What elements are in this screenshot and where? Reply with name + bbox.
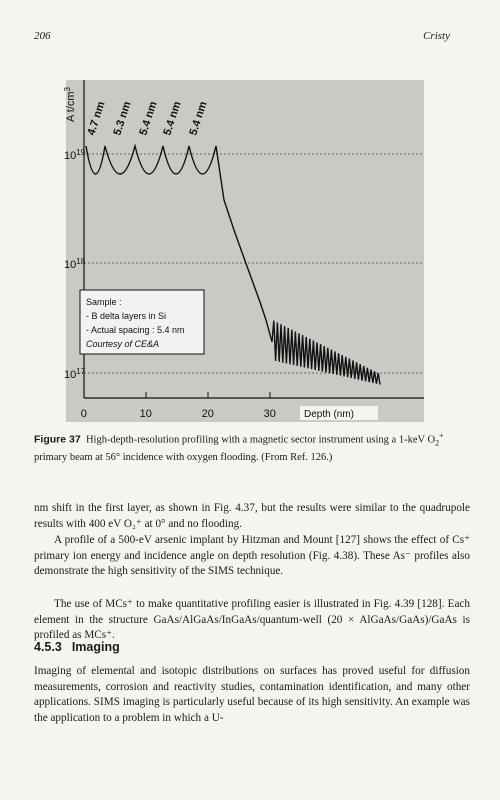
spacing-label-4: 5.4 nm: [187, 100, 210, 137]
caption-label: Figure 37: [34, 433, 81, 446]
paragraph-continuation: nm shift in the first layer, as shown in Fig. 4.37, but the results were similar to the quadrupole results with 400 eV O₂⁺ at 0° and no flooding.: [34, 502, 470, 530]
y-tick-label-1: $10^{18}$: [64, 257, 86, 271]
legend-line-1: - B delta layers in Si: [86, 311, 167, 321]
paragraph-arsenic-profile: A profile of a 500-eV arsenic implant by Hitzman and Mount [127] shows the effect of Cs⁺ primary ion energy and incidence angle on depth resolution (Fig. 4.38). These As⁻ profiles also demonstrate the high sensitivity of the SIMS technique.: [34, 534, 470, 578]
section-title: Imaging: [71, 640, 120, 654]
spacing-label-0: 4.7 nm: [85, 100, 108, 137]
depth-profile-chart: [63, 80, 424, 422]
paragraph-imaging: Imaging of elemental and isotopic distributions on surfaces has proved useful for diffusion measurements, corrosion and reactivity studies, contamination identification, and many other applications. SIMS imaging is particularly useful because of its high sensitivity. An example was the application to a problem in which a U-: [34, 665, 470, 724]
section-number: 4.5.3: [34, 640, 62, 654]
paragraph-mcs-quantitative: The use of MCs⁺ to make quantitative profiling easier is illustrated in Fig. 4.39 [128]. Each element in the structure GaAs/AlGaAs/InGaAs/quantum-well (20 × AlGaAs/GaAs)/GaAs is profiled as MCs⁺.: [34, 598, 470, 642]
spacing-label-3: 5.4 nm: [161, 100, 184, 137]
legend-line-2: - Actual spacing : 5.4 nm: [86, 325, 185, 335]
x-tick-label-0: 0: [80, 408, 87, 420]
legend-courtesy: Courtesy of CE&A: [86, 339, 160, 349]
y-tick-label-2: $10^{17}$: [64, 367, 86, 381]
caption-text-a: High-depth-resolution profiling with a magnetic sector instrument using a 1-keV O: [85, 434, 436, 446]
caption-text-d: primary beam at 56° incidence with oxygen flooding. (From Ref. 126.): [34, 451, 333, 463]
figure-37: [63, 80, 424, 422]
spacing-label-1: 5.3 nm: [111, 100, 134, 137]
spacing-label-2: 5.4 nm: [137, 100, 160, 137]
caption-sub: 2: [435, 438, 440, 448]
y-axis-unit: A $t/cm^3$: [63, 86, 77, 122]
page-number: 206: [34, 30, 51, 42]
x-axis-label: Depth (nm): [304, 409, 355, 420]
y-tick-label-0: $10^{19}$: [64, 148, 86, 162]
caption-sup: +: [439, 431, 444, 440]
running-title: Cristy: [423, 30, 450, 42]
x-tick-label-1: 10: [139, 408, 152, 420]
legend-title: Sample :: [86, 297, 122, 307]
x-tick-label-2: 20: [201, 408, 214, 420]
section-heading-imaging: [34, 640, 120, 654]
figure-caption: [34, 429, 470, 465]
x-tick-label-3: 30: [263, 408, 276, 420]
